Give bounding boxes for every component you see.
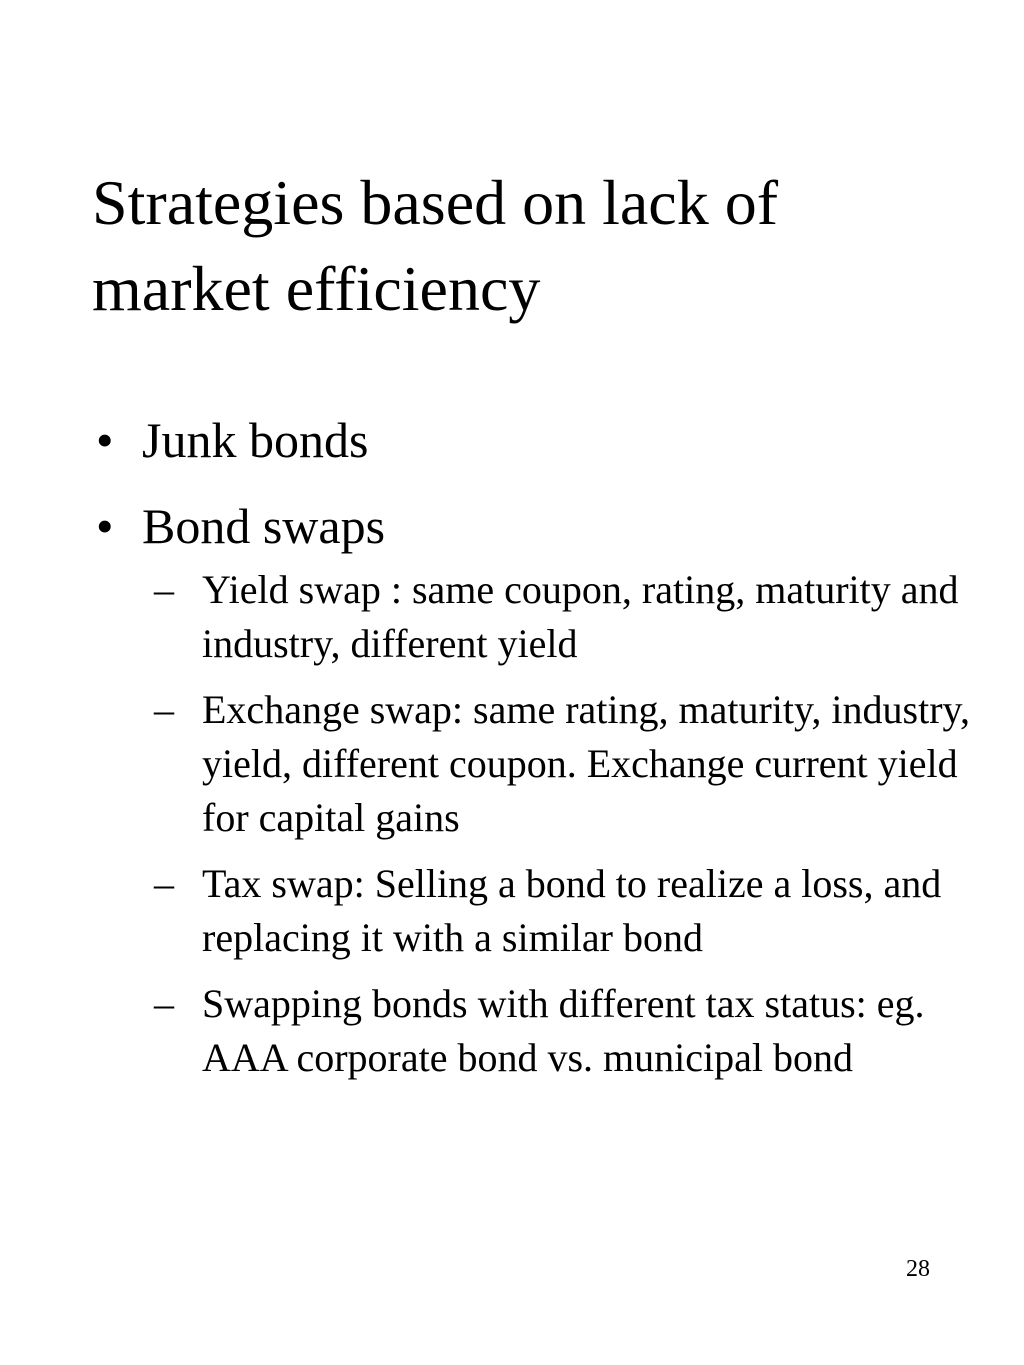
bullet-item (92, 405, 972, 475)
dash-marker: – (154, 861, 174, 906)
sub-bullet-item (142, 977, 972, 1085)
dash-marker: – (154, 687, 174, 732)
bullet-text: Junk bonds (142, 412, 369, 468)
dash-marker: – (154, 981, 174, 1026)
bullet-item (92, 491, 972, 1085)
slide-title: Strategies based on lack of market efficiency (92, 167, 778, 324)
bullet-marker: • (96, 498, 114, 554)
sub-bullet-text: Swapping bonds with different tax status: eg. AAA corporate bond vs. municipal bond (202, 981, 925, 1080)
page-number: 28 (906, 1256, 930, 1282)
bullet-text: Bond swaps (142, 498, 386, 554)
bullet-list (92, 405, 972, 1101)
bullet-marker: • (96, 412, 114, 468)
sub-bullet-list (142, 563, 972, 1085)
sub-bullet-item (142, 563, 972, 671)
sub-bullet-item (142, 683, 972, 845)
sub-bullet-text: Yield swap : same coupon, rating, maturity and industry, different yield (202, 567, 959, 666)
sub-bullet-item (142, 857, 972, 965)
dash-marker: – (154, 567, 174, 612)
sub-bullet-text: Tax swap: Selling a bond to realize a loss, and replacing it with a similar bond (202, 861, 942, 960)
sub-bullet-text: Exchange swap: same rating, maturity, industry, yield, different coupon. Exchange current yield for capital gains (202, 687, 970, 840)
